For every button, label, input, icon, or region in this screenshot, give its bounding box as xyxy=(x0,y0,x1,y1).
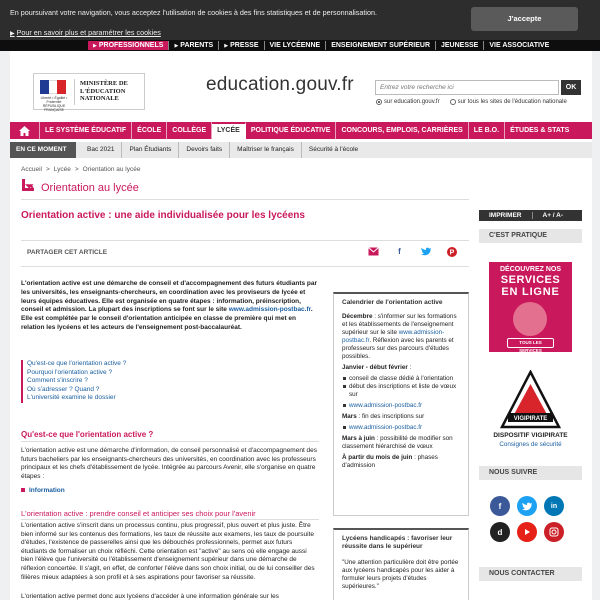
nav-home[interactable] xyxy=(10,122,40,139)
breadcrumb-current: Orientation au lycée xyxy=(82,166,141,173)
audience-label: PROFESSIONNELS xyxy=(98,42,164,49)
email-share-icon[interactable] xyxy=(368,246,379,257)
online-services-banner[interactable] xyxy=(489,262,572,352)
search-scope xyxy=(376,99,577,105)
share-divider xyxy=(21,240,469,241)
audience-links xyxy=(88,40,554,51)
nous-contacter-title: NOUS CONTACTER xyxy=(479,567,582,581)
page-margin-right xyxy=(592,51,600,600)
moment-item-plan-etudiants[interactable]: Plan Étudiants xyxy=(122,142,179,158)
facebook-share-icon[interactable]: f xyxy=(398,247,401,256)
admission-postbac-link[interactable]: www.admission-postbac.fr xyxy=(342,402,460,410)
calendar-june xyxy=(342,435,460,451)
calendar-box xyxy=(333,292,469,516)
moment-item-bac[interactable]: Bac 2021 xyxy=(80,142,122,158)
section-arrow-icon xyxy=(21,178,35,192)
logo-divider xyxy=(74,79,75,105)
handicap-title[interactable]: Lycéens handicapés : favoriser leur réussite dans le supérieur xyxy=(342,535,453,550)
nav-bo[interactable]: LE B.O. xyxy=(469,122,505,139)
audience-enseignement-superieur[interactable]: ENSEIGNEMENT SUPÉRIEUR xyxy=(325,41,435,50)
handicap-text: "Une attention particulière doit être portée aux lycéens handicapés pour les aider à formuler leurs projets d'études supérieures." xyxy=(342,559,459,590)
article-paragraph: L'orientation active est une démarche d'information, de conseil personnalisé et d'accompagnement des futurs bacheliers par les enseignants-chercheurs des universités, en coordination avec les professeurs principaux et les chefs d'établissement de lycée. Intégrée au parcours Avenir, elle s'organise en quatre étapes : xyxy=(21,447,318,480)
calendar-label: Janvier - début février xyxy=(342,364,408,371)
nav-ecole[interactable]: ÉCOLE xyxy=(132,122,167,139)
article-paragraph: L'orientation active s'inscrit dans un processus continu, plus progressif, plus ouvert et plus juste. Être bien informé sur les contenus des formations, les taux de réussite aux examens, les taux de poursuite d'études, l'existence de passerelles ainsi que les débouchés professionnels, permet aux futurs étudiants de formaliser un choix réfléchi. Cette orientation est "active" au sens où elle engage aussi bien l'élève que l'université ou l'établissement d'enseignement supérieur dans une démarche de réflexion concertée. Il s'agit, en effet, de conforter l'élève dans son choix initial, ou de lui conseiller des filières mieux adaptées à son profil et à ses aspirations pour favoriser sa réussite. xyxy=(21,522,315,581)
list-item: conseil de classe dédié à l'orientation xyxy=(342,375,460,383)
calendar-text: : s'informer sur les formations et les établissements de l'enseignement supérieur sur le site xyxy=(342,313,457,336)
audience-presse[interactable] xyxy=(218,41,263,50)
calendar-admission xyxy=(342,454,460,470)
search-button[interactable]: OK xyxy=(561,80,581,95)
arrow-right-icon: ▶ xyxy=(174,43,179,49)
breadcrumb-lycee[interactable]: Lycée xyxy=(53,166,71,173)
share-divider xyxy=(21,266,469,267)
calendar-text: . Réflexion avec les parents et professeurs sur des parcours d'études possibles. xyxy=(342,337,454,360)
calendar-january: Janvier - début février : xyxy=(342,364,412,371)
marianne-flag-icon xyxy=(40,80,66,94)
audience-parents[interactable] xyxy=(168,41,218,50)
vigipirate-icon[interactable] xyxy=(500,370,561,430)
promo-line-2: SERVICES xyxy=(500,274,561,286)
moment-item-francais[interactable]: Maîtriser le français xyxy=(230,142,302,158)
main-nav-items xyxy=(10,122,574,139)
intro-text: L'orientation active est une démarche de conseil et d'accompagnement des futurs étudiants par les universités, les enseignants-chercheurs, en coordination avec les proviseurs de lycée et leurs équipes éducatives. Elle est organisée en quatre étapes : information, préinscription, conseil et admission. La plupart des inscriptions se font sur le site xyxy=(21,280,318,314)
vigipirate-link[interactable]: Consignes de sécurité xyxy=(499,441,562,448)
pinterest-share-icon[interactable] xyxy=(446,246,457,257)
calendar-title: Calendrier de l'orientation active xyxy=(342,299,443,306)
arrow-right-icon: ▶ xyxy=(93,43,97,49)
toc-item[interactable]: L'université examine le dossier xyxy=(27,394,116,401)
page-tools xyxy=(479,210,582,221)
breadcrumb-separator: > xyxy=(74,166,79,173)
nav-lycee[interactable]: LYCÉE xyxy=(212,122,246,139)
calendar-march-link-row xyxy=(342,424,460,432)
scope-site-option[interactable] xyxy=(376,99,440,105)
article-paragraph: L'orientation active permet donc aux lycéens d'accéder à une information générale sur les xyxy=(21,593,279,600)
calendar-label: Décembre xyxy=(342,313,373,320)
radio-unchecked-icon xyxy=(450,99,456,105)
twitter-share-icon[interactable] xyxy=(420,246,431,257)
vigipirate-label: DISPOSITIF VIGIPIRATE xyxy=(493,432,568,439)
calendar-text: : phases d'admission xyxy=(342,454,438,469)
share-icons xyxy=(368,246,472,257)
nav-etudes-stats[interactable]: ÉTUDES & STATS xyxy=(510,127,570,134)
youtube-icon[interactable] xyxy=(517,522,537,542)
square-bullet-icon xyxy=(21,488,25,492)
vigipirate-icon-label: VIGIPIRATE xyxy=(513,416,548,422)
radio-checked-icon xyxy=(376,99,382,105)
audience-label: PRESSE xyxy=(230,42,259,49)
admission-postbac-link[interactable]: www.admission-postbac.fr xyxy=(228,306,311,314)
share-label: PARTAGER CET ARTICLE xyxy=(27,249,108,256)
nous-suivre-title: NOUS SUIVRE xyxy=(479,466,582,480)
nav-concours[interactable]: CONCOURS, EMPLOIS, CARRIÈRES xyxy=(336,122,468,139)
scope-site-label: sur education.gouv.fr xyxy=(384,99,440,105)
section-title: Orientation au lycée xyxy=(41,182,139,194)
en-ce-moment-items xyxy=(80,142,365,158)
toc-item[interactable]: Où s'adresser ? Quand ? xyxy=(27,385,100,393)
twitter-icon[interactable] xyxy=(517,496,537,516)
magnifier-icon xyxy=(513,302,547,336)
admission-postbac-link[interactable]: www.admission-postbac.fr xyxy=(342,424,460,432)
calendar-december xyxy=(342,313,460,361)
svg-text:P: P xyxy=(449,249,454,257)
linkedin-icon[interactable]: in xyxy=(544,496,564,516)
calendar-january-link-row xyxy=(342,402,460,410)
audience-vie-associative[interactable]: VIE ASSOCIATIVE xyxy=(483,41,554,50)
information-label: Information xyxy=(29,487,65,494)
heading-divider xyxy=(21,441,319,442)
cest-pratique-title: C'EST PRATIQUE xyxy=(479,229,582,243)
toc-item[interactable]: Pourquoi l'orientation active ? xyxy=(27,368,113,376)
article-heading: Qu'est-ce que l'orientation active ? xyxy=(21,430,154,439)
arrow-right-icon: ▶ xyxy=(224,43,229,49)
audience-label: PARENTS xyxy=(180,42,214,49)
social-links xyxy=(490,496,572,548)
intro-text-end: . Elle est complétée par le conseil d'orientation anticipée en classe de première qui met en relation les lycéens et les acteurs de l'enseignement post-baccalauréat. xyxy=(21,306,313,331)
site-title[interactable]: education.gouv.fr xyxy=(206,74,354,95)
audience-vie-lyceenne[interactable]: VIE LYCÉENNE xyxy=(264,41,326,50)
list-item: début des inscriptions et liste de vœux sur xyxy=(342,383,460,399)
table-of-contents xyxy=(21,360,317,403)
article-title: Orientation active : une aide individualisée pour les lycéens xyxy=(21,210,305,221)
article-subheading: L'orientation active : prendre conseil et anticiper ses choix pour l'avenir xyxy=(21,509,256,518)
calendar-march xyxy=(342,413,460,421)
article-intro xyxy=(21,280,321,333)
promo-line-1: DÉCOUVREZ NOS xyxy=(499,266,562,273)
all-services-button[interactable]: TOUS LES SERVICES xyxy=(507,338,554,348)
subheading-divider xyxy=(21,519,319,520)
audience-professionnels[interactable] xyxy=(88,41,168,50)
ministry-logo[interactable] xyxy=(33,73,145,110)
home-icon xyxy=(19,126,30,136)
breadcrumb xyxy=(21,166,140,173)
nav-politique-educative[interactable]: POLITIQUE ÉDUCATIVE xyxy=(246,122,337,139)
cookie-banner xyxy=(0,0,600,40)
instagram-icon[interactable] xyxy=(544,522,564,542)
nav-systeme-educatif[interactable]: LE SYSTÈME ÉDUCATIF xyxy=(40,122,132,139)
calendar-text: : possibilité de modifier son classement hiérarchisé de vœux xyxy=(342,435,453,450)
breadcrumb-accueil[interactable]: Accueil xyxy=(21,166,42,173)
font-size-button[interactable]: A+ / A- xyxy=(542,212,564,219)
calendar-label: Mars à juin xyxy=(342,435,375,442)
scope-all-label: sur tous les sites de l'éducation nationale xyxy=(457,99,567,105)
calendar-label: À partir du mois de juin xyxy=(342,454,413,461)
en-ce-moment-label: EN CE MOMENT xyxy=(10,142,76,158)
admission-postbac-link[interactable]: www.admission-postbac.fr xyxy=(342,329,445,344)
accept-cookies-button[interactable]: J'accepte xyxy=(471,7,578,31)
promo-line-3: EN LIGNE xyxy=(501,286,560,298)
toc-item[interactable]: Qu'est-ce que l'orientation active ? xyxy=(27,360,127,367)
calendar-label: Mars xyxy=(342,413,357,420)
calendar-text: : fin des inscriptions sur xyxy=(356,413,425,420)
arrow-right-icon: ▶ xyxy=(10,31,15,37)
information-toggle[interactable] xyxy=(21,487,65,494)
dailymotion-icon[interactable]: d xyxy=(490,522,510,542)
toc-item[interactable]: Comment s'inscrire ? xyxy=(27,377,88,384)
cookie-settings-link[interactable] xyxy=(10,28,161,37)
breadcrumb-separator: > xyxy=(45,166,50,173)
moment-item-devoirs-faits[interactable]: Devoirs faits xyxy=(179,142,230,158)
handicap-box xyxy=(333,528,469,600)
scope-all-option[interactable] xyxy=(450,99,567,105)
logo-motto: Liberté • Égalité • Fraternité RÉPUBLIQUE FRANÇAISE xyxy=(40,96,68,112)
audience-jeunesse[interactable]: JEUNESSE xyxy=(435,41,483,50)
logo-ministry-name: MINISTÈRE DE L'ÉDUCATION NATIONALE xyxy=(80,80,128,102)
section-divider xyxy=(21,199,469,200)
cookie-text: En poursuivant votre navigation, vous acceptez l'utilisation de cookies à des fins statistiques et de personnalisation. xyxy=(10,8,377,17)
search-input[interactable] xyxy=(375,80,559,95)
moment-item-securite[interactable]: Sécurité à l'école xyxy=(308,146,359,153)
page-margin-left xyxy=(0,51,10,600)
print-button[interactable]: IMPRIMER xyxy=(479,212,533,219)
facebook-icon[interactable]: f xyxy=(490,496,510,516)
cookie-settings-label: Pour en savoir plus et paramétrer les cookies xyxy=(16,28,161,37)
nav-college[interactable]: COLLÈGE xyxy=(167,122,212,139)
calendar-january-list xyxy=(342,375,460,399)
